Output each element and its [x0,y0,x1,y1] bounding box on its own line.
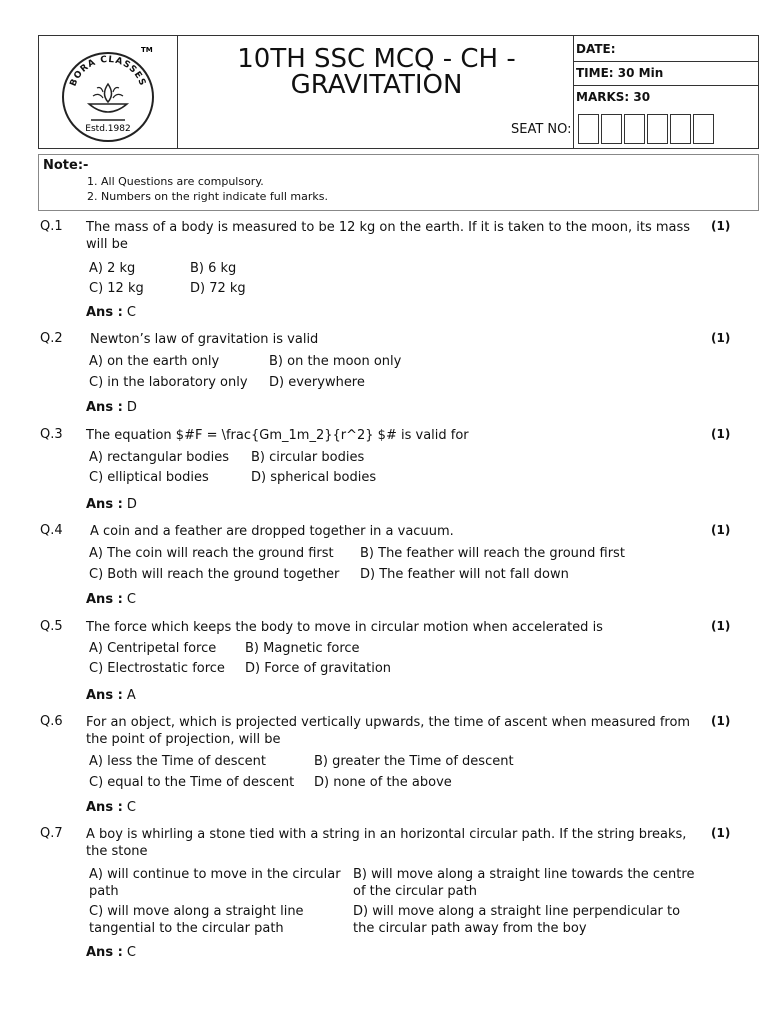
note-box [38,154,759,211]
answer [86,800,136,815]
answer [86,592,136,607]
time-row [574,66,760,80]
answer-label: Ans : [86,400,123,415]
answer-value: D [126,400,137,415]
time-value: 30 Min [617,66,664,80]
svg-text:Estd.1982: Estd.1982 [85,124,131,134]
question-text: A coin and a feather are dropped together in a vacuum. [90,524,454,539]
option-d[interactable]: D) Force of gravitation [245,661,392,676]
seat-no-boxes [578,114,714,144]
option-c[interactable]: C) elliptical bodies [89,470,209,485]
seat-no-label: SEAT NO: [511,122,572,137]
answer-label: Ans : [86,497,123,512]
option-a[interactable]: A) on the earth only [89,354,220,369]
seat-box[interactable] [601,114,622,144]
option-c[interactable]: C) 12 kg [89,281,144,296]
question-text: The equation $#F = \frac{Gm_1m_2}{r^2} $# is valid for [86,428,469,443]
marks-row [574,90,760,104]
answer-label: Ans : [86,305,123,320]
time-label: TIME: [576,66,614,80]
question-marks: (1) [711,826,731,840]
option-b[interactable]: B) The feather will reach the ground first [360,546,625,561]
svg-text:TM: TM [141,46,153,54]
answer-value: D [126,497,137,512]
option-a[interactable]: A) 2 kg [89,261,136,276]
question-text: For an object, which is projected vertically upwards, the time of ascent when measured from the point of projection, will be [86,715,691,747]
question-marks: (1) [711,714,731,728]
option-a[interactable]: A) Centripetal force [89,641,217,656]
answer [86,688,136,703]
header-box [38,35,759,149]
logo-cell [39,36,178,148]
note-title: Note:- [43,158,89,173]
question-number: Q.3 [40,427,63,442]
question-number: Q.7 [40,826,63,841]
answer-label: Ans : [86,688,123,703]
question-number: Q.5 [40,619,63,634]
question-text: The mass of a body is measured to be 12 kg on the earth. If it is taken to the moon, its mass will be [86,220,691,252]
option-b[interactable]: B) greater the Time of descent [314,754,514,769]
note-list [87,174,328,204]
answer [86,400,137,415]
answer-value: C [126,800,136,815]
answer [86,497,137,512]
option-b[interactable]: B) Magnetic force [245,641,360,656]
answer-value: A [126,688,136,703]
seat-box[interactable] [647,114,668,144]
option-c[interactable]: C) Electrostatic force [89,661,225,676]
answer-value: C [126,592,136,607]
option-d[interactable]: D) The feather will not fall down [360,567,569,582]
option-c[interactable]: C) Both will reach the ground together [89,567,340,582]
question-text: Newton’s law of gravitation is valid [90,332,319,347]
answer [86,305,136,320]
question-number: Q.4 [40,523,63,538]
question-marks: (1) [711,219,731,233]
option-d[interactable]: D) will move along a straight line perpendicular to the circular path away from the boy [353,904,681,936]
date-label: DATE: [576,42,616,56]
option-a[interactable]: A) rectangular bodies [89,450,229,465]
question-marks: (1) [711,427,731,441]
option-a[interactable]: A) less the Time of descent [89,754,266,769]
option-b[interactable]: B) 6 kg [190,261,237,276]
answer-value: C [126,305,136,320]
option-b[interactable]: B) on the moon only [269,354,402,369]
option-c[interactable]: C) will move along a straight line tangential to the circular path [89,904,304,936]
question-marks: (1) [711,619,731,633]
seat-box[interactable] [670,114,691,144]
seat-box[interactable] [578,114,599,144]
answer-label: Ans : [86,592,123,607]
answer [86,945,136,960]
option-c[interactable]: C) in the laboratory only [89,375,248,390]
option-c[interactable]: C) equal to the Time of descent [89,775,295,790]
note-item: 2. Numbers on the right indicate full marks. [101,189,328,204]
answer-label: Ans : [86,945,123,960]
question-number: Q.1 [40,219,63,234]
question-text: The force which keeps the body to move in circular motion when accelerated is [86,620,603,635]
question-marks: (1) [711,331,731,345]
question-number: Q.2 [40,331,63,346]
date-row [574,42,760,56]
option-b[interactable]: B) circular bodies [251,450,365,465]
marks-label: MARKS: [576,90,630,104]
page-title: 10TH SSC MCQ - CH - GRAVITATION [237,44,516,100]
option-d[interactable]: D) spherical bodies [251,470,377,485]
answer-label: Ans : [86,800,123,815]
option-a[interactable]: A) The coin will reach the ground first [89,546,334,561]
question-number: Q.6 [40,714,63,729]
note-item: 1. All Questions are compulsory. [101,174,328,189]
option-a[interactable]: A) will continue to move in the circular path [89,867,341,899]
bora-classes-logo [39,36,177,148]
question-text: A boy is whirling a stone tied with a string in an horizontal circular path. If the string breaks, the stone [86,827,687,859]
info-cell [573,36,760,148]
answer-value: C [126,945,136,960]
seat-box[interactable] [693,114,714,144]
option-d[interactable]: D) 72 kg [190,281,246,296]
question-marks: (1) [711,523,731,537]
option-b[interactable]: B) will move along a straight line towards the centre of the circular path [353,867,695,899]
svg-text:BORA CLASSES: BORA CLASSES [68,54,148,88]
marks-value: 30 [633,90,651,104]
option-d[interactable]: D) everywhere [269,375,365,390]
seat-box[interactable] [624,114,645,144]
option-d[interactable]: D) none of the above [314,775,452,790]
